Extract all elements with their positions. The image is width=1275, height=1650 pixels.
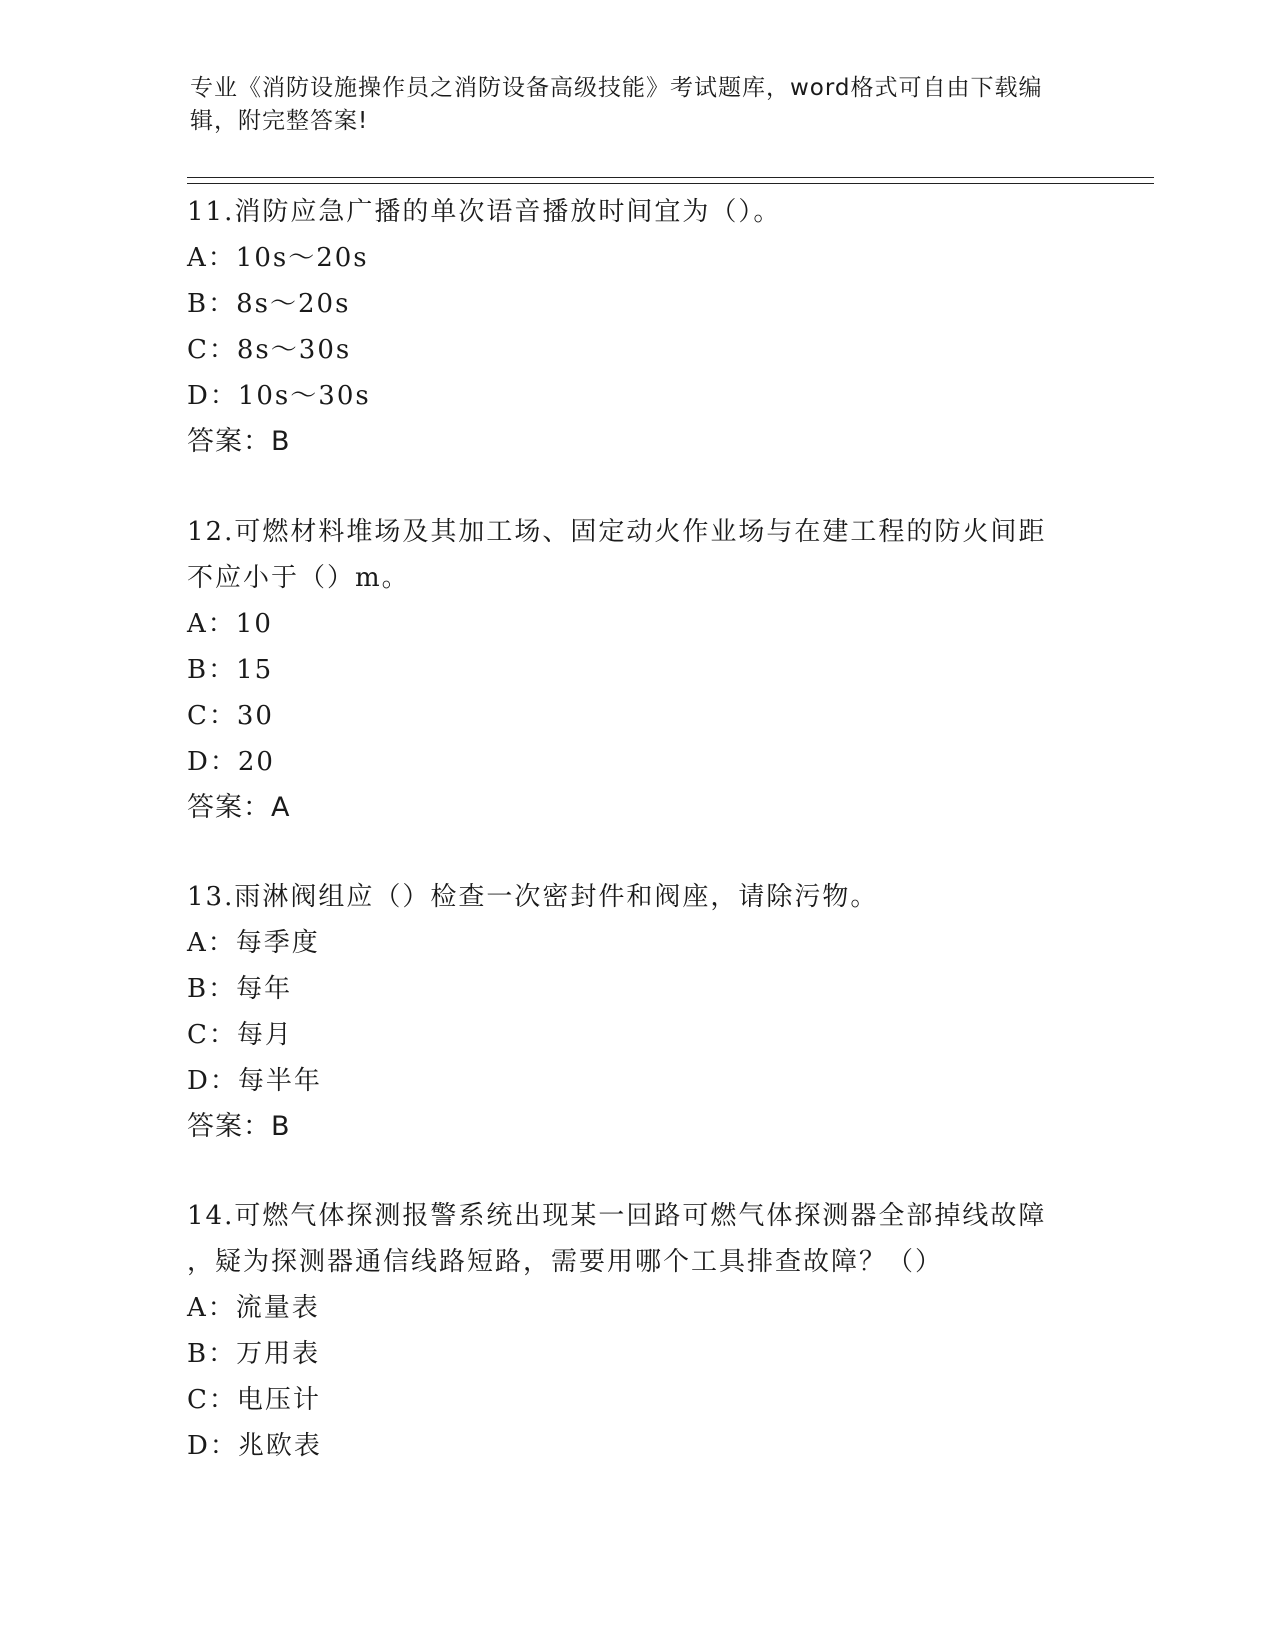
option-d: D：20 xyxy=(187,747,275,777)
question-stem-continued: ，疑为探测器通信线路短路，需要用哪个工具排查故障？（） xyxy=(187,1247,944,1277)
option-d: D：每半年 xyxy=(187,1066,322,1096)
option-b: B：万用表 xyxy=(187,1339,321,1369)
answer: 答案：B xyxy=(187,1111,291,1142)
answer: 答案：B xyxy=(187,426,291,457)
question-stem-continued: 不应小于（）m。 xyxy=(187,563,410,593)
answer: 答案：A xyxy=(187,792,291,823)
option-a: A：每季度 xyxy=(187,928,320,958)
option-c: C：每月 xyxy=(187,1020,293,1050)
option-d: D：10s～30s xyxy=(187,381,371,411)
option-b: B：8s～20s xyxy=(187,289,351,319)
question-11 xyxy=(187,189,1087,465)
option-a: A：10s～20s xyxy=(187,243,369,273)
question-stem: 14.可燃气体探测报警系统出现某一回路可燃气体探测器全部掉线故障 xyxy=(187,1201,1047,1231)
header-divider-top xyxy=(187,177,1154,178)
question-14 xyxy=(187,1193,1087,1469)
option-d: D：兆欧表 xyxy=(187,1431,322,1461)
question-13 xyxy=(187,874,1087,1150)
option-c: C：30 xyxy=(187,701,274,731)
option-c: C：8s～30s xyxy=(187,335,352,365)
header-line-2: 辑，附完整答案! xyxy=(190,108,369,134)
header-line-1: 专业《消防设施操作员之消防设备高级技能》考试题库，word格式可自由下载编 xyxy=(190,75,1043,101)
question-12 xyxy=(187,509,1087,831)
option-a: A：10 xyxy=(187,609,273,639)
question-stem: 11.消防应急广播的单次语音播放时间宜为（）。 xyxy=(187,197,782,227)
option-b: B：15 xyxy=(187,655,274,685)
question-stem: 13.雨淋阀组应（）检查一次密封件和阀座，请除污物。 xyxy=(187,882,879,912)
option-c: C：电压计 xyxy=(187,1385,321,1415)
option-b: B：每年 xyxy=(187,974,293,1004)
option-a: A：流量表 xyxy=(187,1293,320,1323)
header-divider-bottom xyxy=(187,183,1154,184)
question-stem: 12.可燃材料堆场及其加工场、固定动火作业场与在建工程的防火间距 xyxy=(187,517,1047,547)
document-header xyxy=(190,72,1070,138)
